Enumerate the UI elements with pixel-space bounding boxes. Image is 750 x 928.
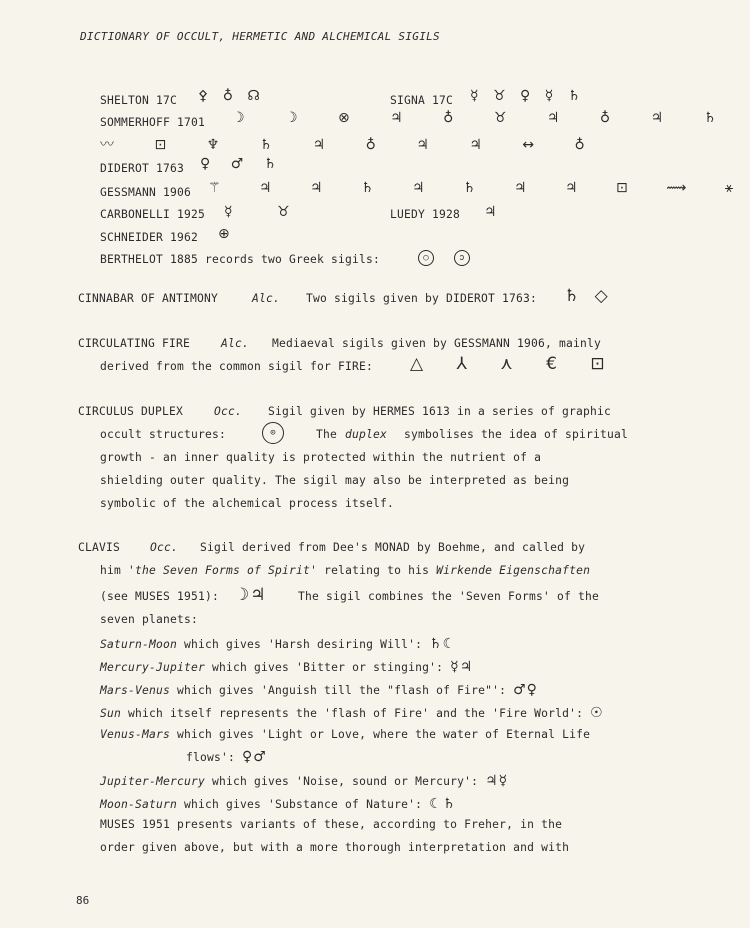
entry-tag: Alc. bbox=[252, 292, 281, 305]
entry-tag: Occ. bbox=[214, 405, 243, 418]
running-header: DICTIONARY OF OCCULT, HERMETIC AND ALCHEMICAL SIGILS bbox=[80, 30, 440, 43]
entry-term: CIRCULUS DUPLEX bbox=[78, 405, 184, 418]
source-name: SCHNEIDER 1962 bbox=[100, 231, 199, 244]
source-name: SOMMERHOFF 1701 bbox=[100, 116, 206, 129]
source-name: LUEDY 1928 bbox=[390, 208, 461, 221]
source-name: SIGNA 17C bbox=[390, 94, 454, 107]
source-name: GESSMANN 1906 bbox=[100, 186, 192, 199]
source-sigils: ⚚ ♃ ♃ ♄ ♃ ♄ ♃ ♃ ⊡ ⟿ ⚹ bbox=[208, 180, 750, 196]
source-sigils: ☿ ♉ ♀ ☿ ♄ bbox=[470, 88, 586, 104]
entry-text: growth - an inner quality is protected within the nutrient of a bbox=[100, 451, 542, 464]
entry-text-line: him 'the Seven Forms of Spirit' relating to his Wirkende Eigenschaften bbox=[100, 564, 591, 577]
antimony-sigil-icon: ♄ ◇ bbox=[564, 286, 613, 306]
planet-pair-icon: ♂♀ bbox=[513, 682, 538, 698]
berthelot-line: BERTHELOT 1885 records two Greek sigils: bbox=[100, 253, 381, 266]
source-name: CARBONELLI 1925 bbox=[100, 208, 206, 221]
entry-text: Two sigils given by DIDEROT 1763: bbox=[306, 292, 538, 305]
entry-text: symbolic of the alchemical process itself. bbox=[100, 497, 395, 510]
sun-icon: ☉ bbox=[590, 705, 604, 721]
planet-pair-icon: ♃☿ bbox=[485, 773, 509, 789]
entry-text: shielding outer quality. The sigil may also be interpreted as being bbox=[100, 474, 570, 487]
entry-text: Mediaeval sigils given by GESSMANN 1906, mainly bbox=[272, 337, 602, 350]
source-sigils: ⚴ ♁ ☊ bbox=[198, 88, 265, 104]
entry-text: derived from the common sigil for FIRE: bbox=[100, 360, 374, 373]
entry-text: (see MUSES 1951): bbox=[100, 590, 220, 603]
planet-pair-icon: ♀♂ bbox=[242, 749, 267, 765]
source-name: DIDEROT 1763 bbox=[100, 162, 185, 175]
entry-text: occult structures: bbox=[100, 428, 227, 441]
list-item: Venus-Mars which gives 'Light or Love, where the water of Eternal Life bbox=[100, 728, 591, 741]
entry-term: CLAVIS bbox=[78, 541, 121, 554]
list-item: Moon-Saturn which gives 'Substance of Nature': ☾♄ bbox=[100, 796, 457, 812]
list-item: Saturn-Moon which gives 'Harsh desiring Will': ♄☾ bbox=[100, 636, 457, 652]
entry-text: symbolises the idea of spiritual bbox=[404, 428, 629, 441]
planet-pair-icon: ♄☾ bbox=[429, 636, 457, 652]
entry-term: CINNABAR OF ANTIMONY bbox=[78, 292, 219, 305]
source-name: SHELTON 17C bbox=[100, 94, 178, 107]
entry-term: CIRCULATING FIRE bbox=[78, 337, 191, 350]
list-item: Jupiter-Mercury which gives 'Noise, sound or Mercury': ♃☿ bbox=[100, 773, 509, 789]
entry-text: seven planets: bbox=[100, 613, 199, 626]
source-sigils: ⊕ bbox=[218, 226, 235, 242]
list-item: Sun which itself represents the 'flash of Fire' and the 'Fire World': ☉ bbox=[100, 705, 604, 721]
source-sigils: ☿ ♉ bbox=[224, 204, 310, 220]
entry-text: Sigil given by HERMES 1613 in a series of graphic bbox=[268, 405, 612, 418]
clavis-sigil-icon: ☽♃ bbox=[234, 585, 267, 605]
source-sigils: 〰 ⊡ ♆ ♄ ♃ ♁ ♃ ♃ ↔ ♁ bbox=[100, 137, 603, 153]
source-sigils: ♃ bbox=[484, 204, 502, 220]
list-item: Mercury-Jupiter which gives 'Bitter or stinging': ☿♃ bbox=[100, 659, 474, 675]
planet-pair-icon: ☾♄ bbox=[429, 796, 457, 812]
planet-pair-icon: ☿♃ bbox=[450, 659, 474, 675]
source-sigils: ♀ ♂ ♄ bbox=[200, 156, 285, 172]
entry-text: order given above, but with a more thorough interpretation and with bbox=[100, 841, 570, 854]
entry-text: The bbox=[316, 428, 338, 441]
source-sigils: ☽ ☽ ⊗ ♃ ♁ ♉ ♃ ♁ ♃ ♄ bbox=[232, 110, 735, 126]
entry-tag: Occ. bbox=[150, 541, 179, 554]
entry-tag: Alc. bbox=[221, 337, 250, 350]
entry-text-italic: duplex bbox=[345, 428, 388, 441]
entry-text: MUSES 1951 presents variants of these, according to Freher, in the bbox=[100, 818, 563, 831]
entry-text: The sigil combines the 'Seven Forms' of the bbox=[298, 590, 600, 603]
list-item: Mars-Venus which gives 'Anguish till the "flash of Fire"': ♂♀ bbox=[100, 682, 538, 698]
circulus-duplex-icon: ⊙ bbox=[262, 422, 284, 444]
list-item: flows': ♀♂ bbox=[186, 749, 267, 765]
fire-sigil-icon: △ ⅄ ⋏ € ⊡ bbox=[410, 354, 619, 374]
entry-text: Sigil derived from Dee's MONAD by Boehme, and called by bbox=[200, 541, 586, 554]
page-number: 86 bbox=[76, 894, 90, 907]
greek-sigil-icon: ○ ↄ bbox=[418, 250, 470, 266]
